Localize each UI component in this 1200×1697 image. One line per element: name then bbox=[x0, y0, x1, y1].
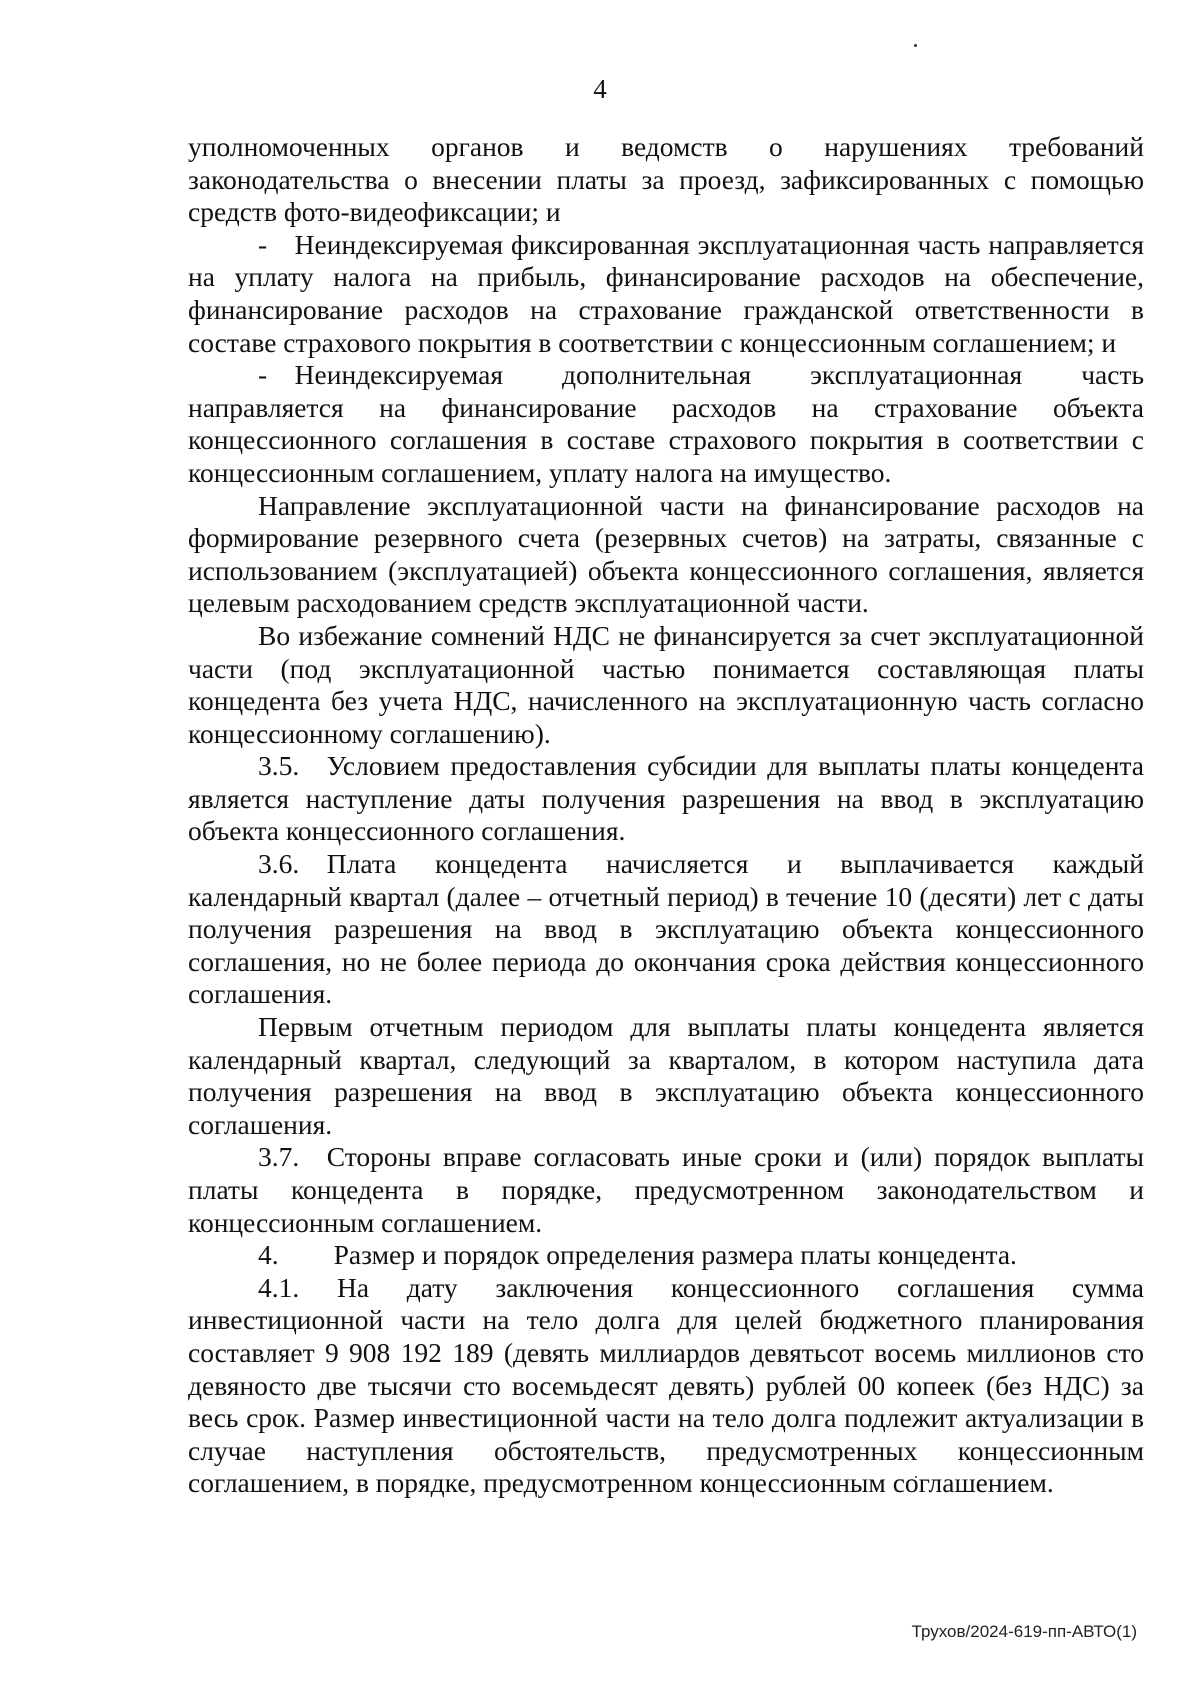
footer-document-reference: Трухов/2024-619-пп-АВТО(1) bbox=[911, 1622, 1137, 1641]
document-body bbox=[188, 131, 1144, 1500]
paragraph-clause-3-5: 3.5. Условием предоставления субсидии для выплаты платы концедента является наступление даты получения разрешения на ввод в эксплуатацию объекта концессионного соглашения. bbox=[188, 750, 1144, 847]
paragraph-continuation: уполномоченных органов и ведомств о нарушениях требований законодательства о внесении платы за проезд, зафиксированных с помощью средств фото-видеофиксации; и bbox=[188, 131, 1144, 228]
paragraph-clause-4-1: 4.1. На дату заключения концессионного соглашения сумма инвестиционной части на тело долга для целей бюджетного планирования составляет 9 908 192 189 (девять миллиардов девятьсот восемь миллионов сто девяносто две тысячи сто восемьдесят девять) рублей 00 копеек (без НДС) за весь срок. Размер инвестиционной части на тело долга подлежит актуализации в случае наступления обстоятельств, предусмотренных концессионным соглашением, в порядке, предусмотренном концессионным соглашением. bbox=[188, 1271, 1144, 1499]
paragraph-additional-operational-part: - Неиндексируемая дополнительная эксплуатационная часть направляется на финансирование расходов на страхование объекта концессионного соглашения в составе страхового покрытия в соответствии с концессионным соглашением, уплату налога на имущество. bbox=[188, 359, 1144, 488]
paragraph-reserve-account: Направление эксплуатационной части на финансирование расходов на формирование резервного счета (резервных счетов) на затраты, связанные с использованием (эксплуатацией) объекта концессионного соглашения, является целевым расходованием средств эксплуатационной части. bbox=[188, 489, 1144, 619]
paragraph-clause-3-7: 3.7. Стороны вправе согласовать иные сроки и (или) порядок выплаты платы концедента в порядке, предусмотренном законодательством и концессионным соглашением. bbox=[188, 1141, 1144, 1238]
scan-speck-top bbox=[914, 44, 917, 47]
section-heading-4: 4. Размер и порядок определения размера платы концедента. bbox=[258, 1239, 1017, 1271]
page-number: 4 bbox=[593, 74, 607, 104]
paragraph-first-reporting-period: Первым отчетным периодом для выплаты платы концедента является календарный квартал, следующий за кварталом, в котором наступила дата получения разрешения на ввод в эксплуатацию объекта концессионного соглашения. bbox=[188, 1011, 1144, 1140]
paragraph-vat-note: Во избежание сомнений НДС не финансируется за счет эксплуатационной части (под эксплуатационной частью понимается составляющая платы концедента без учета НДС, начисленного на эксплуатационную часть согласно концессионному соглашению). bbox=[188, 619, 1144, 749]
paragraph-fixed-operational-part: - Неиндексируемая фиксированная эксплуатационная часть направляется на уплату налога на прибыль, финансирование расходов на обеспечение, финансирование расходов на страхование гражданской ответственности в составе страхового покрытия в соответствии с концессионным соглашением; и bbox=[188, 228, 1144, 358]
paragraph-clause-3-6: 3.6. Плата концедента начисляется и выплачивается каждый календарный квартал (далее – отчетный период) в течение 10 (десяти) лет с даты получения разрешения на ввод в эксплуатацию объекта концессионного соглашения, но не более периода до окончания срока действия концессионного соглашения. bbox=[188, 848, 1144, 1010]
